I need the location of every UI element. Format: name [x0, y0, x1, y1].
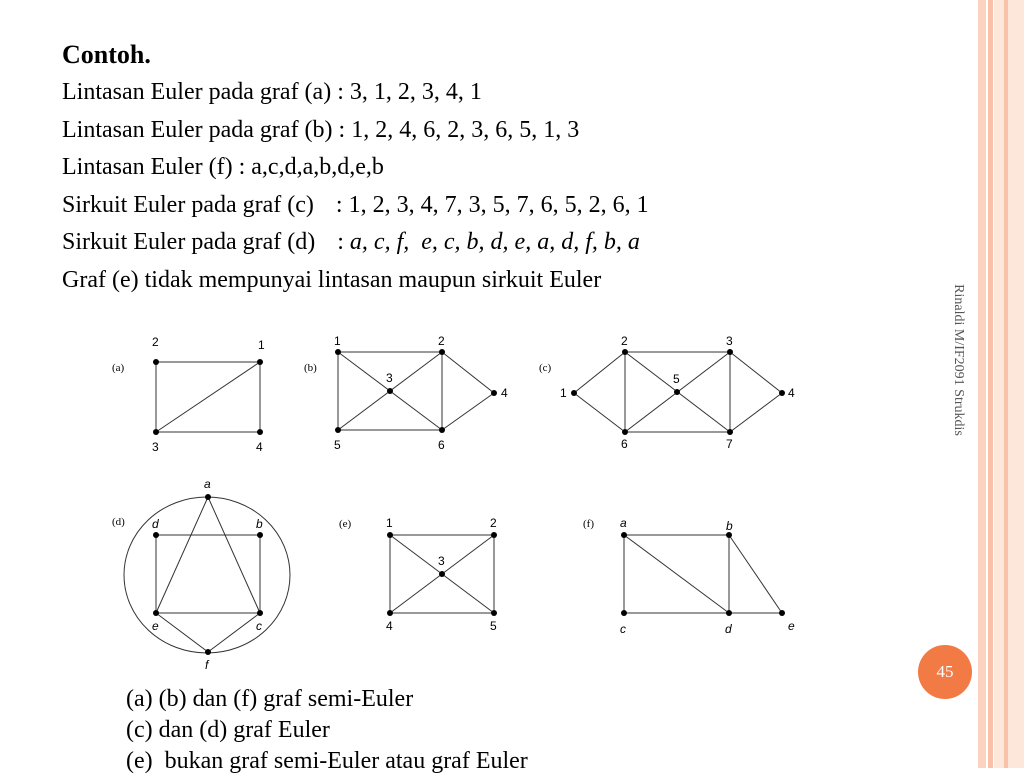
- vertex: [257, 532, 263, 538]
- vertex-label: d: [725, 622, 732, 636]
- line4-value: : 1, 2, 3, 4, 7, 3, 5, 7, 6, 5, 2, 6, 1: [335, 191, 649, 218]
- vertex: [387, 388, 393, 394]
- vertex: [387, 610, 393, 616]
- vertex: [257, 429, 263, 435]
- vertex-label: 3: [726, 334, 733, 348]
- vertex-label: a: [204, 477, 211, 491]
- vertex: [439, 571, 445, 577]
- vertex: [257, 359, 263, 365]
- stripe: [988, 0, 993, 768]
- vertex-label: a: [620, 516, 627, 530]
- graph-a-tag: (a): [112, 362, 125, 374]
- graph-f-edges: [624, 535, 782, 613]
- vertex: [205, 649, 211, 655]
- page-number-badge: 45: [918, 645, 972, 699]
- graph-a-edges: [156, 362, 260, 432]
- text-line-6: Graf (e) tidak mempunyai lintasan maupun sirkuit Euler: [62, 266, 602, 293]
- vertex: [153, 429, 159, 435]
- conclusion-line-2: (c) dan (d) graf Euler: [126, 717, 330, 743]
- conclusion-text: [126, 684, 528, 777]
- stripe: [994, 0, 1024, 768]
- vertex: [335, 349, 341, 355]
- graph-c-tag: (c): [539, 362, 552, 374]
- stripe: [1004, 0, 1008, 768]
- vertex: [491, 610, 497, 616]
- side-stripes: [976, 0, 1024, 768]
- vertex-label: 4: [386, 619, 393, 633]
- text-line-3: Lintasan Euler (f) : a,c,d,a,b,d,e,b: [62, 154, 384, 180]
- vertex-label: 3: [438, 554, 445, 568]
- vertex-label: 5: [490, 619, 497, 633]
- vertex-label: f: [205, 658, 209, 672]
- vertex-label: 7: [726, 437, 733, 451]
- vertex: [727, 429, 733, 435]
- vertex-label: 2: [152, 335, 159, 349]
- vertex: [622, 349, 628, 355]
- vertex: [205, 494, 211, 500]
- vertex: [257, 610, 263, 616]
- vertex: [153, 610, 159, 616]
- vertex-label: 1: [560, 386, 567, 400]
- vertex: [622, 429, 628, 435]
- graph-d-edges: [124, 497, 290, 653]
- stripe: [978, 0, 986, 768]
- vertex: [621, 610, 627, 616]
- vertical-credit: Rinaldi M/IF2091 Strukdis: [951, 284, 966, 436]
- slide-title: Contoh.: [62, 40, 151, 69]
- vertex-label: c: [620, 622, 626, 636]
- vertex-label: 2: [621, 334, 628, 348]
- line5-value: : a, c, f, e, c, b, d, e, a, d, f, b, a: [337, 229, 640, 255]
- vertex: [335, 427, 341, 433]
- vertex-label: 6: [438, 438, 445, 452]
- graph-b-edges: [338, 352, 494, 430]
- vertex: [571, 390, 577, 396]
- vertex-label: 6: [621, 437, 628, 451]
- vertex: [153, 532, 159, 538]
- vertex: [387, 532, 393, 538]
- vertex-label: b: [726, 519, 733, 533]
- line5-label: Sirkuit Euler pada graf (d): [62, 229, 316, 255]
- vertex: [153, 359, 159, 365]
- vertex-label: 1: [258, 338, 265, 352]
- vertex: [674, 389, 680, 395]
- vertex: [779, 390, 785, 396]
- vertex-label: 1: [334, 334, 341, 348]
- conclusion-line-3: (e) bukan graf semi-Euler atau graf Euler: [126, 748, 528, 774]
- vertex-label: 3: [152, 440, 159, 454]
- vertex: [491, 532, 497, 538]
- text-line-1: Lintasan Euler pada graf (a) : 3, 1, 2, 3, 4, 1: [62, 79, 482, 105]
- graph-d-tag: (d): [112, 516, 125, 528]
- line4-label: Sirkuit Euler pada graf (c): [62, 191, 314, 218]
- vertex: [726, 610, 732, 616]
- vertex-label: e: [152, 619, 159, 633]
- vertex-label: c: [256, 619, 262, 633]
- text-line-2: Lintasan Euler pada graf (b) : 1, 2, 4, 6, 2, 3, 6, 5, 1, 3: [62, 116, 580, 143]
- vertex-label: e: [788, 619, 795, 633]
- vertex-label: b: [256, 517, 263, 531]
- vertex-label: 5: [673, 372, 680, 386]
- vertex: [621, 532, 627, 538]
- vertex-label: 4: [501, 386, 508, 400]
- vertex-label: 4: [256, 440, 263, 454]
- vertex: [491, 390, 497, 396]
- vertex-label: d: [152, 517, 159, 531]
- vertex-label: 5: [334, 438, 341, 452]
- vertex: [439, 349, 445, 355]
- vertex-label: 2: [438, 334, 445, 348]
- vertex-label: 4: [788, 386, 795, 400]
- conclusion-line-1: (a) (b) dan (f) graf semi-Euler: [126, 686, 414, 712]
- graph-b-tag: (b): [304, 362, 317, 374]
- vertex: [439, 427, 445, 433]
- vertex-label: 2: [490, 516, 497, 530]
- vertex: [779, 610, 785, 616]
- graph-f-tag: (f): [583, 518, 594, 530]
- vertex-label: 3: [386, 371, 393, 385]
- vertex: [727, 349, 733, 355]
- graph-e-tag: (e): [339, 518, 352, 530]
- vertex-label: 1: [386, 516, 393, 530]
